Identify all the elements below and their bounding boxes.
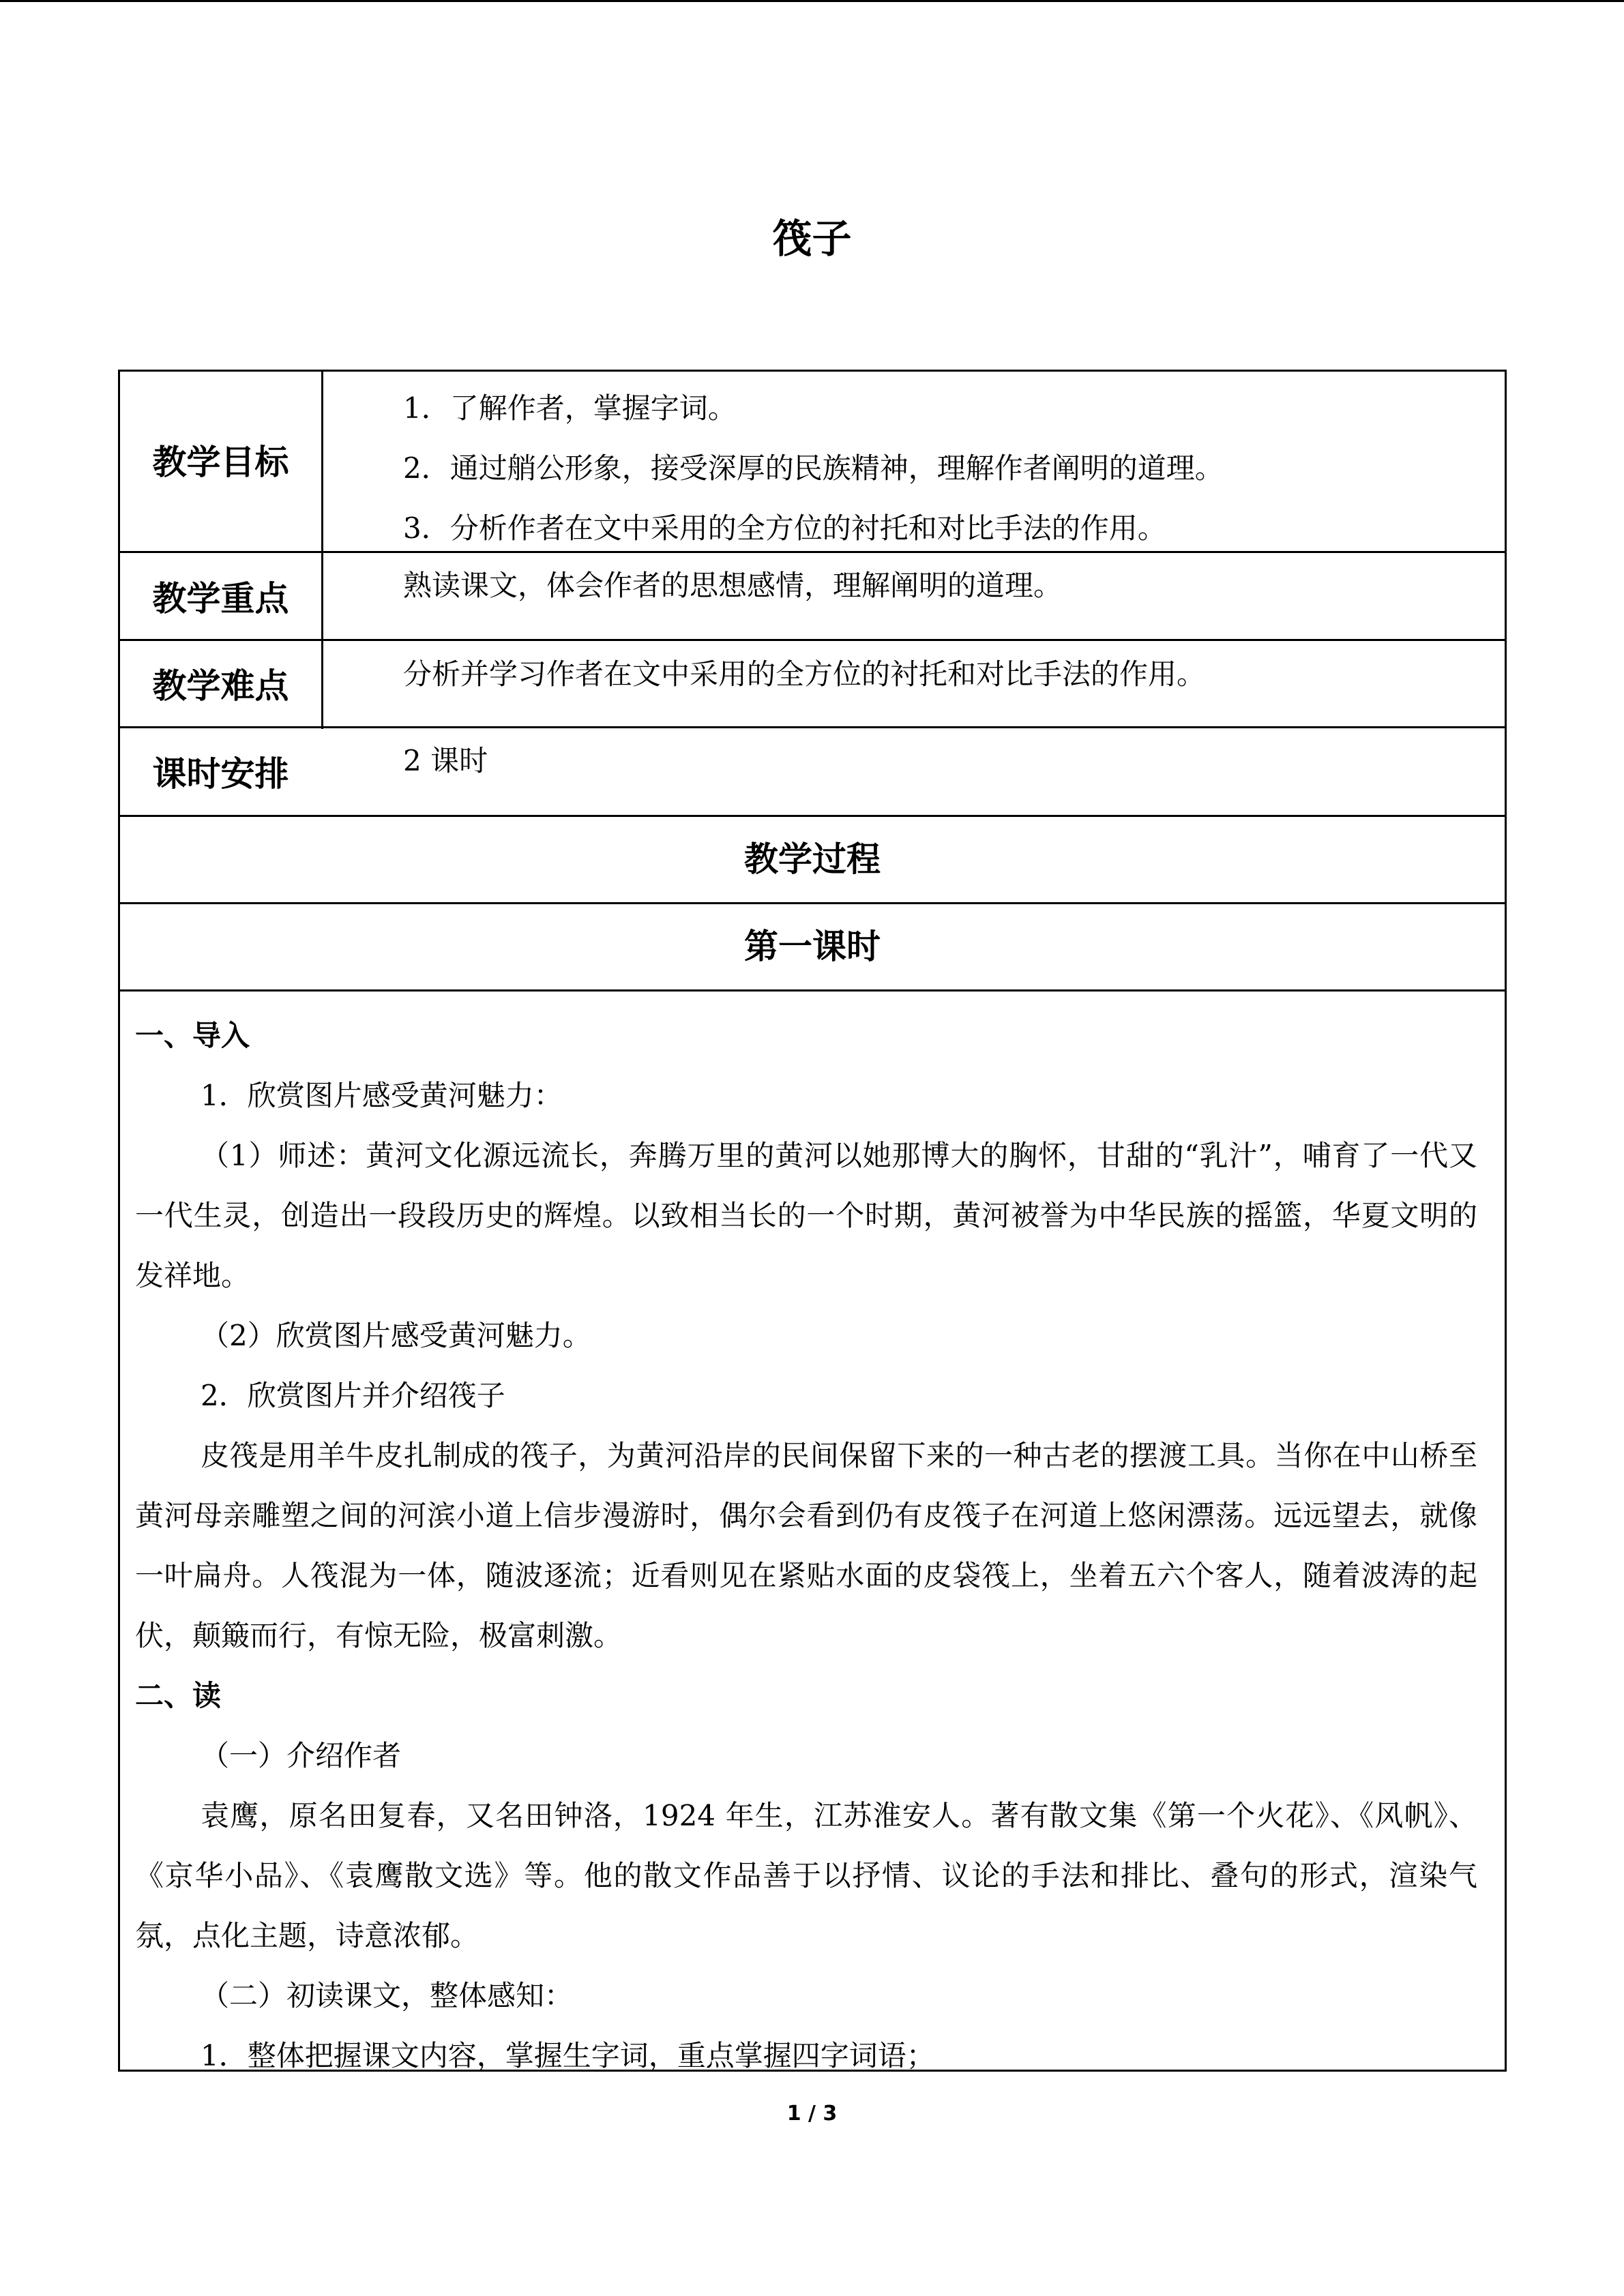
page-top-border	[0, 0, 1624, 2]
body-paragraph: 袁鹰，原名田复春，又名田钟洛，1924 年生，江苏淮安人。著有散文集《第一个火花》、《风帆》、《京华小品》、《袁鹰散文选》等。他的散文作品善于以抒情、议论的手法和排比、叠句的形式，渲染气氛，点化主题，诗意浓郁。	[135, 1799, 1477, 1952]
lesson-body	[135, 1006, 1477, 2086]
objective-item: 3．分析作者在文中采用的全方位的衬托和对比手法的作用。	[403, 511, 1166, 545]
row-label-key-points: 教学重点	[152, 579, 289, 618]
objective-item: 1．了解作者，掌握字词。	[403, 391, 737, 425]
body-paragraph: （1）师述：黄河文化源远流长，奔腾万里的黄河以她那博大的胸怀，甘甜的“乳汁”，哺育了一代又一代生灵，创造出一段段历史的辉煌。以致相当长的一个时期，黄河被誉为中华民族的摇篮，华夏文明的发祥地。	[135, 1139, 1477, 1292]
body-paragraph: 2．欣赏图片并介绍筏子	[201, 1379, 505, 1412]
body-paragraph: （一）介绍作者	[201, 1739, 402, 1772]
body-paragraph: （二）初读课文，整体感知：	[201, 1979, 574, 2012]
body-paragraph: 1．欣赏图片感受黄河魅力：	[201, 1079, 563, 1112]
process-heading: 教学过程	[744, 839, 881, 879]
lesson-heading: 第一课时	[744, 927, 881, 966]
body-paragraph: 皮筏是用羊牛皮扎制成的筏子，为黄河沿岸的民间保留下来的一种古老的摆渡工具。当你在中山桥至黄河母亲雕塑之间的河滨小道上信步漫游时，偶尔会看到仍有皮筏子在河道上悠闲漂荡。远远望去，就像一叶扁舟。人筏混为一体，随波逐流；近看则见在紧贴水面的皮袋筏上，坐着五六个客人，随着波涛的起伏，颠簸而行，有惊无险，极富刺激。	[135, 1439, 1477, 1652]
row-content-difficulties: 分析并学习作者在文中采用的全方位的衬托和对比手法的作用。	[403, 657, 1206, 691]
row-content-objectives	[403, 378, 1224, 558]
table-rule	[120, 639, 1505, 641]
label-column-divider	[321, 372, 323, 729]
lesson-plan-table	[118, 370, 1507, 2072]
page-title: 筏子	[772, 215, 852, 262]
row-label-difficulties: 教学难点	[152, 666, 289, 706]
body-paragraph: 1．整体把握课文内容，掌握生字词，重点掌握四字词语；	[201, 2039, 935, 2072]
section-heading: 二、读	[135, 1679, 222, 1712]
table-rule	[120, 989, 1505, 992]
section-heading: 一、导入	[135, 1019, 250, 1052]
row-label-objectives: 教学目标	[152, 443, 289, 482]
row-label-schedule: 课时安排	[152, 754, 289, 794]
row-content-key-points: 熟读课文，体会作者的思想感情，理解阐明的道理。	[403, 569, 1063, 602]
table-rule	[120, 902, 1505, 904]
body-paragraph: （2）欣赏图片感受黄河魅力。	[201, 1319, 591, 1352]
page-indicator: 1 / 3	[786, 2102, 838, 2126]
objective-item: 2．通过艄公形象，接受深厚的民族精神，理解作者阐明的道理。	[403, 451, 1224, 485]
table-rule	[120, 815, 1505, 817]
row-content-schedule: 2 课时	[403, 744, 488, 777]
table-rule	[120, 726, 1505, 728]
